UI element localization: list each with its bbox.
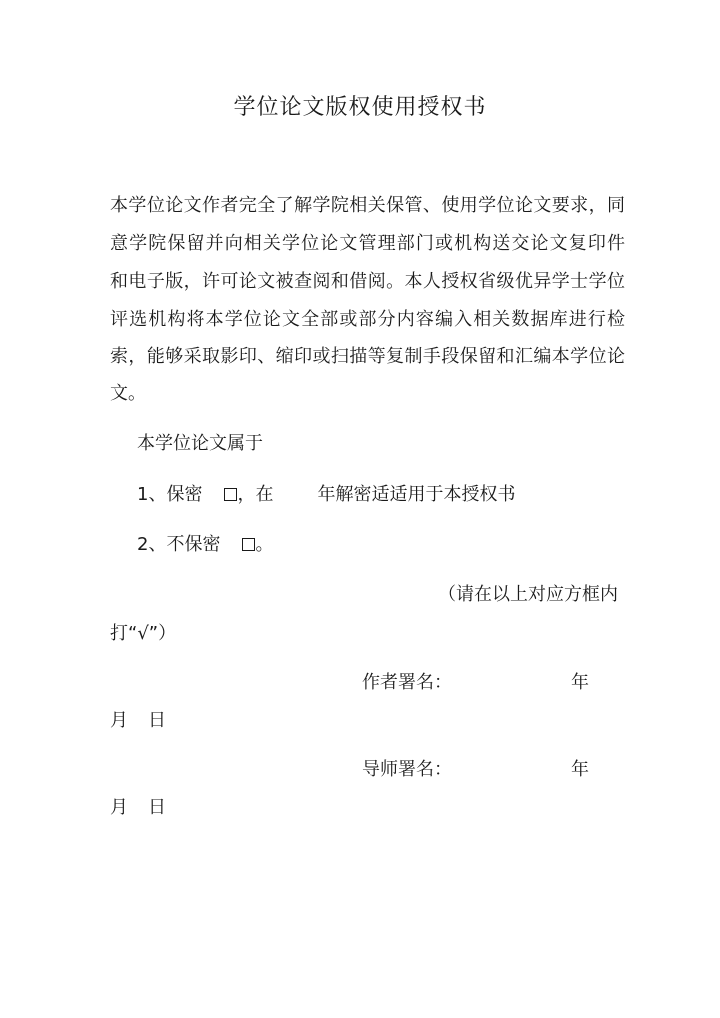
body-line-6: 文。 <box>110 383 146 404</box>
body-line-1: 本学位论文作者完全了解学院相关保管、使用学位论文要求，同 <box>110 195 625 216</box>
document-title: 学位论文版权使用授权书 <box>233 95 487 120</box>
author-date-line <box>110 709 166 733</box>
confidential-checkbox[interactable] <box>224 488 237 501</box>
body-line-4: 评选机构将本学位论文全部或部分内容编入相关数据库进行检 <box>110 309 625 330</box>
instruction-line-2: 打“√”） <box>110 623 177 644</box>
author-month-label: 月 <box>110 710 128 731</box>
author-day-label: 日 <box>148 710 166 731</box>
option-nonconfidential-after: 。 <box>255 534 274 555</box>
supervisor-day-label: 日 <box>148 797 166 818</box>
option-confidential-after: ，在 <box>237 484 274 505</box>
option-confidential-suffix: 年解密适适用于本授权书 <box>317 484 516 505</box>
body-line-5: 索，能够采取影印、缩印或扫描等复制手段保留和汇编本学位论 <box>110 346 625 367</box>
option-confidential-label: 1、保密 <box>137 484 203 505</box>
body-line-2: 意学院保留并向相关学位论文管理部门或机构送交论文复印件 <box>110 233 625 254</box>
supervisor-signature-label: 导师署名： <box>362 759 452 780</box>
belongs-label: 本学位论文属于 <box>137 433 263 454</box>
author-signature-label: 作者署名： <box>362 672 452 693</box>
instruction-line-1: （请在以上对应方框内 <box>438 584 618 605</box>
body-line-3: 和电子版，许可论文被查阅和借阅。本人授权省级优异学士学位 <box>110 271 625 292</box>
supervisor-date-line <box>110 796 166 820</box>
option-nonconfidential-label: 2、不保密 <box>137 534 221 555</box>
nonconfidential-checkbox[interactable] <box>242 538 255 551</box>
supervisor-month-label: 月 <box>110 797 128 818</box>
option-confidential <box>137 483 515 507</box>
option-nonconfidential <box>137 533 273 557</box>
supervisor-year-label: 年 <box>571 759 589 780</box>
author-year-label: 年 <box>571 672 589 693</box>
